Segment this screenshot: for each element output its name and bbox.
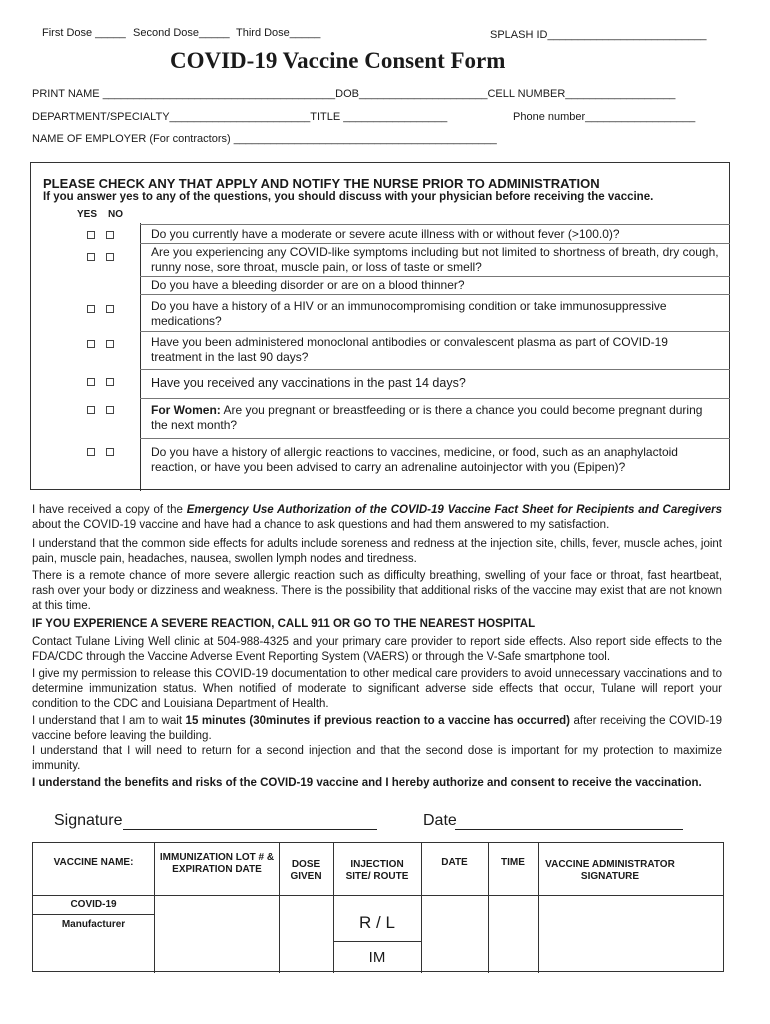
row-divider: [140, 331, 730, 332]
signature-line[interactable]: [123, 829, 377, 830]
paragraph-consent: I understand the benefits and risks of the COVID-19 vaccine and I hereby authorize and consent to receive the vaccination.: [32, 777, 702, 789]
paragraph-wait-time: [32, 714, 722, 744]
print-name-dob-cell-row[interactable]: PRINT NAME ______________________________________DOB_____________________CELL NUMBER__________________: [32, 88, 676, 100]
question-3: Do you have a bleeding disorder or are on a blood thinner?: [151, 278, 465, 292]
q2-yes-checkbox[interactable]: [87, 253, 95, 261]
header-injection-site: INJECTION SITE/ ROUTE: [345, 859, 409, 882]
vaccine-covid-19: COVID-19: [70, 899, 117, 910]
vaccine-administration-table: [32, 842, 724, 972]
table-column-divider: [421, 843, 422, 973]
table-column-divider: [538, 843, 539, 973]
table-row-divider: [33, 914, 154, 915]
first-dose-field[interactable]: First Dose _____: [42, 27, 126, 39]
paragraph-second-dose: I understand that I will need to return for a second injection and that the second dose is important for my protection to maximize immunity.: [32, 745, 722, 772]
q5-yes-checkbox[interactable]: [87, 340, 95, 348]
row-divider: [140, 294, 730, 295]
p7-end: after receiving the COVID-19 vaccine before leaving the building.: [32, 715, 723, 742]
table-column-divider: [488, 843, 489, 973]
header-lot-expiration: IMMUNIZATION LOT # & EXPIRATION DATE: [159, 852, 275, 875]
screening-questions-box: [30, 162, 730, 490]
q6-no-checkbox[interactable]: [106, 378, 114, 386]
question-7: [151, 403, 721, 433]
header-dose-given: DOSE GIVEN: [290, 859, 322, 882]
paragraph-emergency-warning: IF YOU EXPERIENCE A SEVERE REACTION, CALL 911 OR GO TO THE NEAREST HOSPITAL: [32, 618, 536, 630]
third-dose-field[interactable]: Third Dose_____: [236, 27, 321, 39]
header-time: TIME: [501, 857, 525, 868]
paragraph-side-effects: I understand that the common side effects for adults include soreness and redness at the injection site, chills, fever, muscle aches, joint pain, muscle pain, headaches, nausea, swollen lymph nodes and tiredness.: [32, 538, 722, 565]
q7-yes-checkbox[interactable]: [87, 406, 95, 414]
splash-id-field[interactable]: SPLASH ID__________________________: [490, 29, 707, 41]
question-7-prefix: For Women:: [151, 403, 221, 417]
q4-no-checkbox[interactable]: [106, 305, 114, 313]
row-divider: [140, 224, 730, 225]
row-divider: [140, 243, 730, 244]
manufacturer-label: Manufacturer: [61, 919, 126, 930]
q1-no-checkbox[interactable]: [106, 231, 114, 239]
row-divider: [140, 369, 730, 370]
column-divider: [140, 223, 141, 491]
question-1: Do you currently have a moderate or severe acute illness with or without fever (>100.0)?: [151, 227, 620, 241]
question-8: Do you have a history of allergic reactions to vaccines, medicine, or food, such as an anaphylactoid reaction, or have you been advised to carry an adrenaline autoinjector with you (Epipen)?: [151, 445, 678, 474]
p1-end: about the COVID-19 vaccine and have had a chance to ask questions and had them answered to my satisfaction.: [32, 519, 610, 531]
second-dose-field[interactable]: Second Dose_____: [133, 27, 230, 39]
table-row-divider: [33, 895, 723, 896]
signature-label: Signature: [54, 812, 123, 829]
question-2: Are you experiencing any COVID-like symptoms including but not limited to shortness of breath, dry cough, runny nose, sore throat, muscle pain, or loss of taste or smell?: [151, 245, 719, 274]
site-right-left-option[interactable]: R / L: [359, 913, 395, 932]
row-divider: [140, 398, 730, 399]
p1-start: I have received a copy of the: [32, 504, 187, 516]
q1-yes-checkbox[interactable]: [87, 231, 95, 239]
question-6: Have you received any vaccinations in the past 14 days?: [151, 376, 466, 390]
q2-no-checkbox[interactable]: [106, 253, 114, 261]
p1-eua-title: Emergency Use Authorization of the COVID-19 Vaccine Fact Sheet for Recipients and Caregivers: [186, 504, 723, 516]
header-date: DATE: [441, 857, 468, 868]
paragraph-contact: Contact Tulane Living Well clinic at 504-988-4325 and your primary care provider to report side effects. Also report side effects to the FDA/CDC through the Vaccine Adverse Event Reporting System (VAERS) or through the V-Safe smartphone tool.: [32, 636, 722, 663]
date-label: Date: [423, 812, 457, 829]
questions-subheading: If you answer yes to any of the questions, you should discuss with your physician before receiving the vaccine.: [43, 191, 654, 203]
q7-no-checkbox[interactable]: [106, 406, 114, 414]
table-column-divider: [154, 843, 155, 973]
question-7-text: Are you pregnant or breastfeeding or is there a chance you could become pregnant during the next month?: [151, 403, 703, 432]
date-line[interactable]: [455, 829, 683, 830]
question-5: Have you been administered monoclonal antibodies or convalescent plasma as part of COVID-19 treatment in the last 90 days?: [151, 335, 668, 364]
q8-no-checkbox[interactable]: [106, 448, 114, 456]
department-title-row[interactable]: DEPARTMENT/SPECIALTY_______________________TITLE _________________: [32, 111, 448, 123]
p7-wait-duration: 15 minutes (30minutes if previous reaction to a vaccine has occurred): [185, 715, 570, 727]
route-im: IM: [368, 949, 386, 966]
q6-yes-checkbox[interactable]: [87, 378, 95, 386]
paragraph-fact-sheet: [32, 503, 722, 533]
page-title: COVID-19 Vaccine Consent Form: [170, 48, 506, 73]
q5-no-checkbox[interactable]: [106, 340, 114, 348]
q8-yes-checkbox[interactable]: [87, 448, 95, 456]
paragraph-permission: I give my permission to release this COVID-19 documentation to other medical care providers to avoid unnecessary vaccinations and to determine immunization status. When notified of moderate to significant adverse side effects that occur, Tulane will report your condition to the CDC and Louisiana Department of Health.: [32, 668, 722, 710]
phone-number-field[interactable]: Phone number__________________: [513, 111, 696, 123]
question-4: Do you have a history of a HIV or an immunocompromising condition or take immunosuppressive medications?: [151, 299, 667, 328]
p7-start: I understand that I am to wait: [32, 715, 186, 727]
yes-column-label: YES: [77, 209, 98, 220]
row-divider: [140, 276, 730, 277]
no-column-label: NO: [108, 209, 123, 220]
table-row-divider: [333, 941, 421, 942]
table-column-divider: [279, 843, 280, 973]
paragraph-allergic-risk: There is a remote chance of more severe allergic reaction such as difficulty breathing, swelling of your face or throat, fast heartbeat, rash over your body or dizziness and weakness. There is the possibility that additional risks of the vaccine may exist that are not known at this time.: [32, 570, 722, 612]
header-administrator-signature: VACCINE ADMINISTRATOR SIGNATURE: [545, 859, 675, 882]
questions-heading: PLEASE CHECK ANY THAT APPLY AND NOTIFY THE NURSE PRIOR TO ADMINISTRATION: [43, 176, 600, 191]
q4-yes-checkbox[interactable]: [87, 305, 95, 313]
employer-field[interactable]: NAME OF EMPLOYER (For contractors) ___________________________________________: [32, 133, 497, 145]
row-divider: [140, 438, 730, 439]
header-vaccine-name: VACCINE NAME:: [53, 857, 134, 868]
